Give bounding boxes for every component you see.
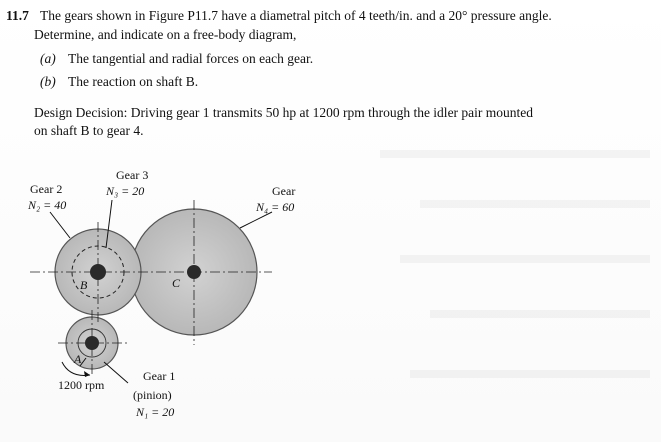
shaft-a-hub [85,336,99,350]
part-b-marker: (b) [40,74,56,89]
rotation-arrow-head [84,371,90,377]
gear-1-title: Gear 1 [143,369,176,383]
part-b-text: The reaction on shaft B. [68,74,199,89]
shaft-b-label: B [80,278,88,292]
part-a-marker: (a) [40,51,56,66]
part-a-text: The tangential and radial forces on each gear. [68,51,314,66]
intro-line-2: Determine, and indicate on a free-body diagram, [34,27,297,42]
gear-3-title: Gear 3 [116,168,149,182]
design-line-2: on shaft B to gear 4. [34,123,144,138]
gear-2-teeth: N₂ = 40 [28,198,67,212]
gear-1-subtitle: (pinion) [133,388,172,402]
gear-3-teeth: N₃ = 20 [106,184,145,198]
intro-line-1: The gears shown in Figure P11.7 have a diametral pitch of 4 teeth/in. and a 20° pressure angle. [40,8,552,23]
problem-number: 11.7 [6,8,29,23]
gear-4-title: Gear [272,184,296,198]
speed-label: 1200 rpm [58,378,105,392]
design-line-1: Design Decision: Driving gear 1 transmits 50 hp at 1200 rpm through the idler pair mounted [34,105,534,120]
gear-4-teeth: N₄ = 60 [256,200,295,214]
shaft-a-label: A [74,352,82,366]
shaft-c-label: C [172,276,181,290]
gear-2-title: Gear 2 [30,182,63,196]
shaft-c-hub [187,265,201,279]
shaft-b-hub [90,264,106,280]
gear-1-teeth: N₁ = 20 [136,405,175,419]
